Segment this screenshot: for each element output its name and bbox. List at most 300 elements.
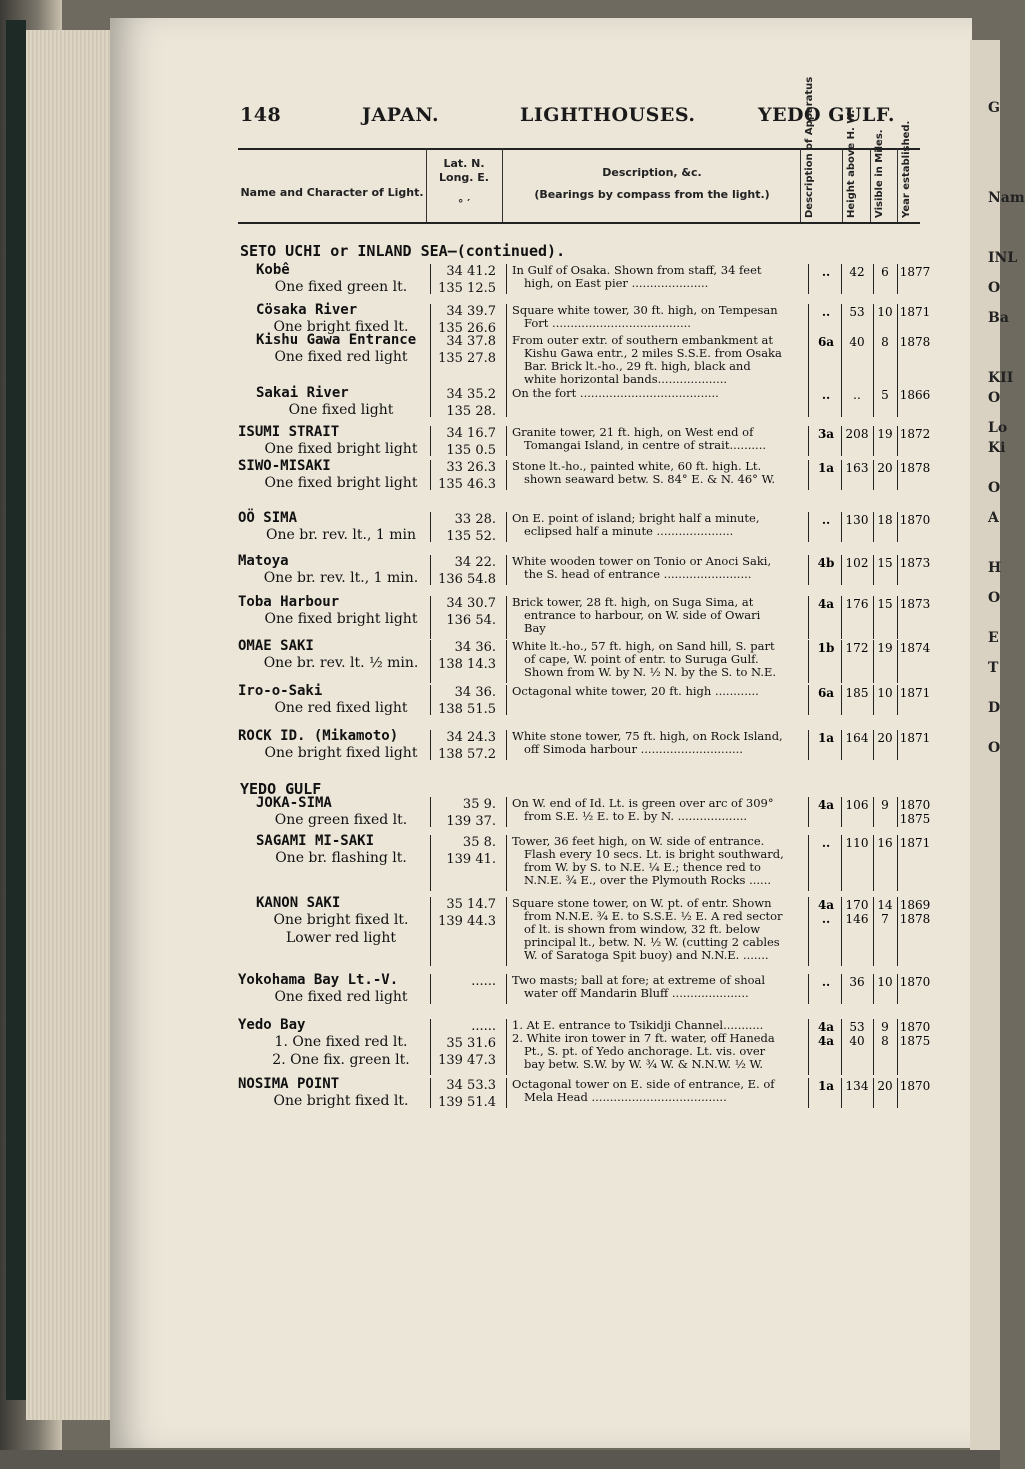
cell-divider: [841, 974, 842, 1004]
description-line: Tower, 36 feet high, on W. side of entrance.: [512, 834, 765, 848]
light-name: ROCK ID. (Mikamoto): [238, 728, 399, 744]
height: ..: [853, 388, 861, 402]
cell-divider: [430, 460, 431, 490]
cell-divider: [873, 1078, 874, 1108]
visible-miles: 15: [877, 597, 893, 611]
col-visible-header: Visible in Miles.: [874, 129, 885, 218]
cell-divider: [808, 730, 809, 760]
cell-divider: [808, 596, 809, 639]
height: 106: [845, 798, 869, 812]
year-2: 1875: [899, 812, 931, 826]
description-line: shown seaward betw. S. 84° E. & N. 46° W.: [524, 472, 776, 486]
cell-divider: [430, 897, 431, 966]
lighthouse-entry: [238, 1017, 931, 1077]
light-name: ISUMI STRAIT: [238, 424, 340, 440]
description-line: 1. At E. entrance to Tsikidji Channel...........: [512, 1018, 764, 1032]
apparatus: 4a: [817, 798, 835, 812]
cell-divider: [506, 334, 507, 390]
longitude: 135 46.3: [438, 477, 496, 492]
apparatus-2: ..: [821, 912, 831, 926]
cell-divider: [897, 797, 898, 827]
description-line: off Simoda harbour ............................: [524, 742, 743, 756]
lighthouse-entry: [238, 332, 931, 392]
facing-page-text: Nam: [988, 190, 1025, 206]
table-surface: [0, 1450, 1000, 1469]
cell-divider: [897, 304, 898, 334]
apparatus: 6a: [817, 335, 835, 349]
latitude: 34 41.2: [446, 264, 496, 279]
description-line: White stone tower, 75 ft. high, on Rock Island,: [512, 729, 783, 743]
height: 176: [845, 597, 869, 611]
cell-divider: [897, 426, 898, 456]
cell-divider: [897, 974, 898, 1004]
cell-divider: [841, 334, 842, 390]
cell-divider: [873, 387, 874, 417]
apparatus: 4b: [817, 556, 835, 570]
description-line: W. of Saratoga Spit buoy) and N.N.E. .......: [524, 948, 769, 962]
description: [512, 974, 802, 1000]
cell-divider: [506, 835, 507, 891]
year: 1870: [899, 1020, 931, 1034]
year-2: 1878: [899, 912, 931, 926]
longitude: 139 37.: [446, 814, 496, 829]
cell-divider: [430, 1078, 431, 1108]
description-line: Octagonal white tower, 20 ft. high ............: [512, 684, 759, 698]
visible-miles: 19: [877, 427, 893, 441]
description-line: Brick tower, 28 ft. high, on Suga Sima, at: [512, 595, 754, 609]
description: [512, 426, 802, 452]
year: 1871: [899, 686, 931, 700]
lighthouse-entry: [238, 833, 931, 893]
light-character: One fixed red light: [274, 349, 408, 365]
apparatus: 1a: [817, 461, 835, 475]
year: 1874: [899, 641, 931, 655]
col-year-header: Year established.: [901, 120, 912, 218]
apparatus: ..: [821, 836, 831, 850]
height: 208: [845, 427, 869, 441]
cell-divider: [873, 974, 874, 1004]
light-name: Yedo Bay: [238, 1017, 306, 1033]
light-character-2: Lower red light: [285, 930, 397, 946]
year: 1869: [899, 898, 931, 912]
latitude: 35 14.7: [446, 897, 496, 912]
apparatus: 3a: [817, 427, 835, 441]
description-line: from W. by S. to N.E. ¼ E.; thence red to: [524, 860, 761, 874]
light-name: JOKA-SIMA: [256, 795, 332, 811]
cell-divider: [808, 797, 809, 827]
cell-divider: [841, 685, 842, 715]
light-character: One br. rev. lt. ½ min.: [263, 655, 419, 671]
description: [512, 897, 802, 962]
light-character: One fixed bright light: [264, 611, 418, 627]
col-apparatus-header: Description of Apparatus: [804, 76, 815, 218]
description-line: of cape, W. point of entr. to Suruga Gulf.: [524, 652, 759, 666]
cell-divider: [430, 426, 431, 456]
year: 1878: [899, 335, 931, 349]
light-name: Yokohama Bay Lt.-V.: [238, 972, 399, 988]
cell-divider: [430, 730, 431, 760]
longitude: 135 28.: [446, 404, 496, 419]
cell-divider: [808, 640, 809, 683]
cell-divider: [841, 640, 842, 683]
cell-divider: [841, 512, 842, 542]
description-line: white horizontal bands...................: [524, 372, 728, 386]
latitude: 34 36.: [454, 685, 496, 700]
year: 1870: [899, 1079, 931, 1093]
latitude: 34 36.: [454, 640, 496, 655]
cell-divider: [430, 512, 431, 542]
description: [512, 334, 802, 386]
cell-divider: [430, 387, 431, 417]
cell-divider: [873, 512, 874, 542]
latitude: 34 22.: [454, 555, 496, 570]
page-number: 148: [240, 104, 282, 126]
apparatus: 1b: [817, 641, 835, 655]
apparatus: ..: [821, 513, 831, 527]
description-line: of lt. is shown from window, 32 ft. below: [524, 922, 761, 936]
cell-divider: [897, 555, 898, 585]
cell-divider: [506, 797, 507, 827]
cell-divider: [506, 1078, 507, 1108]
cell-divider: [873, 426, 874, 456]
facing-page-text: O: [988, 590, 1001, 606]
cell-divider: [808, 1019, 809, 1075]
cell-divider: [841, 797, 842, 827]
longitude: 139 51.4: [438, 1095, 496, 1110]
apparatus: ..: [821, 975, 831, 989]
visible-miles: 20: [877, 731, 893, 745]
cell-divider: [506, 1019, 507, 1075]
cell-divider: [873, 797, 874, 827]
cell-divider: [808, 387, 809, 417]
header-region: YEDO GULF.: [758, 104, 896, 126]
light-character: One red fixed light: [274, 700, 408, 716]
visible-miles: 9: [881, 1020, 889, 1034]
height-2: 40: [849, 1034, 865, 1048]
height-2: 146: [845, 912, 869, 926]
latitude: 35 9.: [462, 797, 496, 812]
column-divider: [870, 148, 871, 222]
latitude: 35 8.: [462, 835, 496, 850]
cell-divider: [506, 730, 507, 760]
cell-divider: [506, 460, 507, 490]
description-line: from S.E. ½ E. to E. by N. ...................: [524, 809, 748, 823]
cell-divider: [430, 334, 431, 390]
description: [512, 1019, 802, 1071]
height: 102: [845, 556, 869, 570]
cell-divider: [897, 685, 898, 715]
light-character: One br. rev. lt., 1 min: [266, 527, 416, 543]
description-line: Bar. Brick lt.-ho., 29 ft. high, black and: [524, 359, 751, 373]
facing-page-text: D: [988, 700, 1001, 716]
cell-divider: [841, 730, 842, 760]
height: 170: [845, 898, 869, 912]
cell-divider: [430, 685, 431, 715]
height: 36: [849, 975, 865, 989]
cell-divider: [897, 460, 898, 490]
apparatus: 4a: [817, 1020, 835, 1034]
light-name: KANON SAKI: [256, 895, 341, 911]
description-line: Bay: [524, 621, 546, 635]
longitude: 35 31.6: [446, 1036, 496, 1051]
light-name: Cösaka River: [256, 302, 358, 318]
cell-divider: [430, 640, 431, 683]
cell-divider: [430, 835, 431, 891]
lighthouse-entry: [238, 1076, 931, 1136]
light-character: One fixed bright light: [264, 475, 418, 491]
cell-divider: [897, 512, 898, 542]
description-line: On E. point of island; bright half a minute,: [512, 511, 760, 525]
height: 185: [845, 686, 869, 700]
apparatus: 4a: [817, 597, 835, 611]
cell-divider: [808, 685, 809, 715]
year: 1878: [899, 461, 931, 475]
light-character: One fixed light: [288, 402, 394, 418]
description: [512, 304, 802, 330]
description-line: the S. head of entrance ........................: [524, 567, 752, 581]
cell-divider: [873, 640, 874, 683]
cell-divider: [430, 304, 431, 334]
description-line: On the fort ......................................: [512, 386, 719, 400]
latitude: 33 28.: [454, 512, 496, 527]
header-country: JAPAN.: [362, 104, 440, 126]
description-line: Octagonal tower on E. side of entrance, E. of: [512, 1077, 775, 1091]
cell-divider: [506, 640, 507, 683]
cell-divider: [808, 426, 809, 456]
light-name: Kobê: [256, 262, 290, 278]
height: 172: [845, 641, 869, 655]
top-rule: [238, 148, 920, 150]
cell-divider: [841, 460, 842, 490]
facing-page: [970, 40, 1025, 1460]
visible-miles: 16: [877, 836, 893, 850]
cell-divider: [430, 797, 431, 827]
longitude: 136 54.: [446, 613, 496, 628]
cell-divider: [808, 555, 809, 585]
light-name: OMAE SAKI: [238, 638, 314, 654]
height: 130: [845, 513, 869, 527]
year: 1873: [899, 556, 931, 570]
light-name: SIWO-MISAKI: [238, 458, 331, 474]
cell-divider: [841, 264, 842, 294]
cell-divider: [506, 264, 507, 294]
column-divider: [800, 148, 801, 222]
description-line: from N.N.E. ¾ E. to S.S.E. ½ E. A red sector: [524, 909, 783, 923]
col-description-header: Description, &c. (Bearings by compass from the light.): [534, 166, 770, 201]
cell-divider: [808, 1078, 809, 1108]
cell-divider: [808, 835, 809, 891]
cell-divider: [841, 426, 842, 456]
cell-divider: [506, 555, 507, 585]
year: 1870: [899, 513, 931, 527]
light-character: One br. rev. lt., 1 min.: [263, 570, 419, 586]
light-character: One fixed green lt.: [274, 279, 408, 295]
description: [512, 512, 802, 538]
cell-divider: [873, 730, 874, 760]
description-line: Fort ......................................: [524, 316, 691, 330]
description: [512, 640, 802, 679]
description-line: eclipsed half a minute .....................: [524, 524, 734, 538]
cell-divider: [506, 304, 507, 334]
cell-divider: [841, 897, 842, 966]
header-bottom-rule: [238, 222, 920, 224]
description-line: entrance to harbour, on W. side of Owari: [524, 608, 761, 622]
facing-page-text: O: [988, 390, 1001, 406]
description-line: Mela Head .....................................: [524, 1090, 727, 1104]
facing-page-text: E: [988, 630, 999, 646]
column-divider: [502, 148, 503, 222]
year: 1872: [899, 427, 931, 441]
column-divider: [897, 148, 898, 222]
description-line: 2. White iron tower in 7 ft. water, off Haneda: [512, 1031, 775, 1045]
description-line: bay betw. S.W. by W. ¾ W. & N.N.W. ½ W.: [524, 1057, 763, 1071]
height: 53: [849, 305, 865, 319]
description-line: Square stone tower, on W. pt. of entr. Shown: [512, 896, 772, 910]
latitude: 34 24.3: [446, 730, 496, 745]
cell-divider: [897, 1078, 898, 1108]
description-line: Kishu Gawa entr., 2 miles S.S.E. from Osaka: [524, 346, 782, 360]
year: 1873: [899, 597, 931, 611]
cell-divider: [808, 512, 809, 542]
cell-divider: [841, 304, 842, 334]
cell-divider: [873, 304, 874, 334]
description-line: In Gulf of Osaka. Shown from staff, 34 feet: [512, 263, 762, 277]
cell-divider: [873, 596, 874, 639]
description: [512, 555, 802, 581]
cell-divider: [897, 264, 898, 294]
height: 164: [845, 731, 869, 745]
cell-divider: [506, 897, 507, 966]
cell-divider: [873, 685, 874, 715]
latitude: 34 30.7: [446, 596, 496, 611]
apparatus: 1a: [817, 731, 835, 745]
cell-divider: [506, 426, 507, 456]
visible-miles: 19: [877, 641, 893, 655]
apparatus: ..: [821, 265, 831, 279]
longitude: 135 0.5: [446, 443, 496, 458]
light-name: Kishu Gawa Entrance: [256, 332, 417, 348]
visible-miles: 6: [881, 265, 889, 279]
longitude: 139 41.: [446, 852, 496, 867]
height: 134: [845, 1079, 869, 1093]
cell-divider: [430, 264, 431, 294]
description-line: On W. end of Id. Lt. is green over arc of 309°: [512, 796, 774, 810]
facing-page-text: T: [988, 660, 999, 676]
description-line: White lt.-ho., 57 ft. high, on Sand hill, S. part: [512, 639, 775, 653]
latitude: 34 53.3: [446, 1078, 496, 1093]
column-divider: [426, 148, 427, 222]
description-line: From outer extr. of southern embankment at: [512, 333, 773, 347]
description-line: Stone lt.-ho., painted white, 60 ft. high. Lt.: [512, 459, 762, 473]
cell-divider: [506, 387, 507, 417]
visible-miles: 5: [881, 388, 889, 402]
visible-miles: 14: [877, 898, 893, 912]
cell-divider: [506, 596, 507, 639]
longitude: 135 52.: [446, 529, 496, 544]
cell-divider: [897, 640, 898, 683]
light-character: One bright fixed lt.: [273, 912, 409, 928]
longitude: 135 27.8: [438, 351, 496, 366]
description-line: White wooden tower on Tonio or Anoci Saki,: [512, 554, 772, 568]
description: [512, 596, 802, 635]
description-line: Pt., S. pt. of Yedo anchorage. Lt. vis. over: [524, 1044, 766, 1058]
cell-divider: [430, 596, 431, 639]
facing-page-text: Ki: [988, 440, 1006, 456]
year: 1866: [899, 388, 931, 402]
description-line: Square white tower, 30 ft. high, on Tempesan: [512, 303, 778, 317]
cell-divider: [506, 974, 507, 1004]
cell-divider: [873, 835, 874, 891]
description: [512, 797, 802, 823]
description: [512, 460, 802, 486]
visible-miles-2: 7: [881, 912, 889, 926]
description-line: Tomangai Island, in centre of strait..........: [524, 438, 767, 452]
description: [512, 264, 802, 290]
col-name-header: Name and Character of Light.: [240, 186, 424, 199]
apparatus: 1a: [817, 1079, 835, 1093]
facing-page-text: G: [988, 100, 1000, 116]
cell-divider: [841, 387, 842, 417]
cell-divider: [841, 1019, 842, 1075]
light-character: One br. flashing lt.: [275, 850, 407, 866]
apparatus: ..: [821, 388, 831, 402]
longitude-2: 139 47.3: [438, 1053, 496, 1068]
cell-divider: [873, 264, 874, 294]
description-line: Shown from W. by N. ½ N. by the S. to N.E.: [524, 665, 777, 679]
facing-page-text: Lo: [988, 420, 1008, 436]
cell-divider: [841, 555, 842, 585]
light-name: OÖ SIMA: [238, 510, 298, 526]
latitude: ......: [471, 1019, 496, 1034]
description-line: high, on East pier .....................: [524, 276, 709, 290]
light-character: One bright fixed light: [264, 745, 418, 761]
cell-divider: [873, 334, 874, 390]
book-cover-edge: [6, 20, 26, 1400]
year-2: 1875: [899, 1034, 931, 1048]
visible-miles: 20: [877, 1079, 893, 1093]
cell-divider: [897, 334, 898, 390]
visible-miles: 8: [881, 335, 889, 349]
description-line: N.N.E. ¾ E., over the Plymouth Rocks ......: [524, 873, 772, 887]
light-character: 1. One fixed red lt.: [274, 1034, 408, 1050]
apparatus: 4a: [817, 898, 835, 912]
cell-divider: [873, 897, 874, 966]
cell-divider: [841, 596, 842, 639]
cell-divider: [897, 897, 898, 966]
visible-miles: 15: [877, 556, 893, 570]
light-name: Matoya: [238, 553, 289, 569]
visible-miles: 10: [877, 975, 893, 989]
cell-divider: [897, 835, 898, 891]
year: 1871: [899, 305, 931, 319]
facing-page-text: O: [988, 280, 1001, 296]
lighthouse-entry: [238, 728, 931, 788]
cell-divider: [873, 1019, 874, 1075]
cell-divider: [430, 1019, 431, 1075]
cell-divider: [808, 460, 809, 490]
col-height-header: Height above H. W.: [846, 109, 857, 218]
latitude: 33 26.3: [446, 460, 496, 475]
cell-divider: [808, 304, 809, 334]
year: 1871: [899, 836, 931, 850]
year: 1877: [899, 265, 931, 279]
longitude: 138 14.3: [438, 657, 496, 672]
facing-page-text: Ba: [988, 310, 1009, 326]
light-name: Iro-o-Saki: [238, 683, 323, 699]
description: [512, 387, 802, 400]
latitude: 34 35.2: [446, 387, 496, 402]
light-name: NOSIMA POINT: [238, 1076, 340, 1092]
